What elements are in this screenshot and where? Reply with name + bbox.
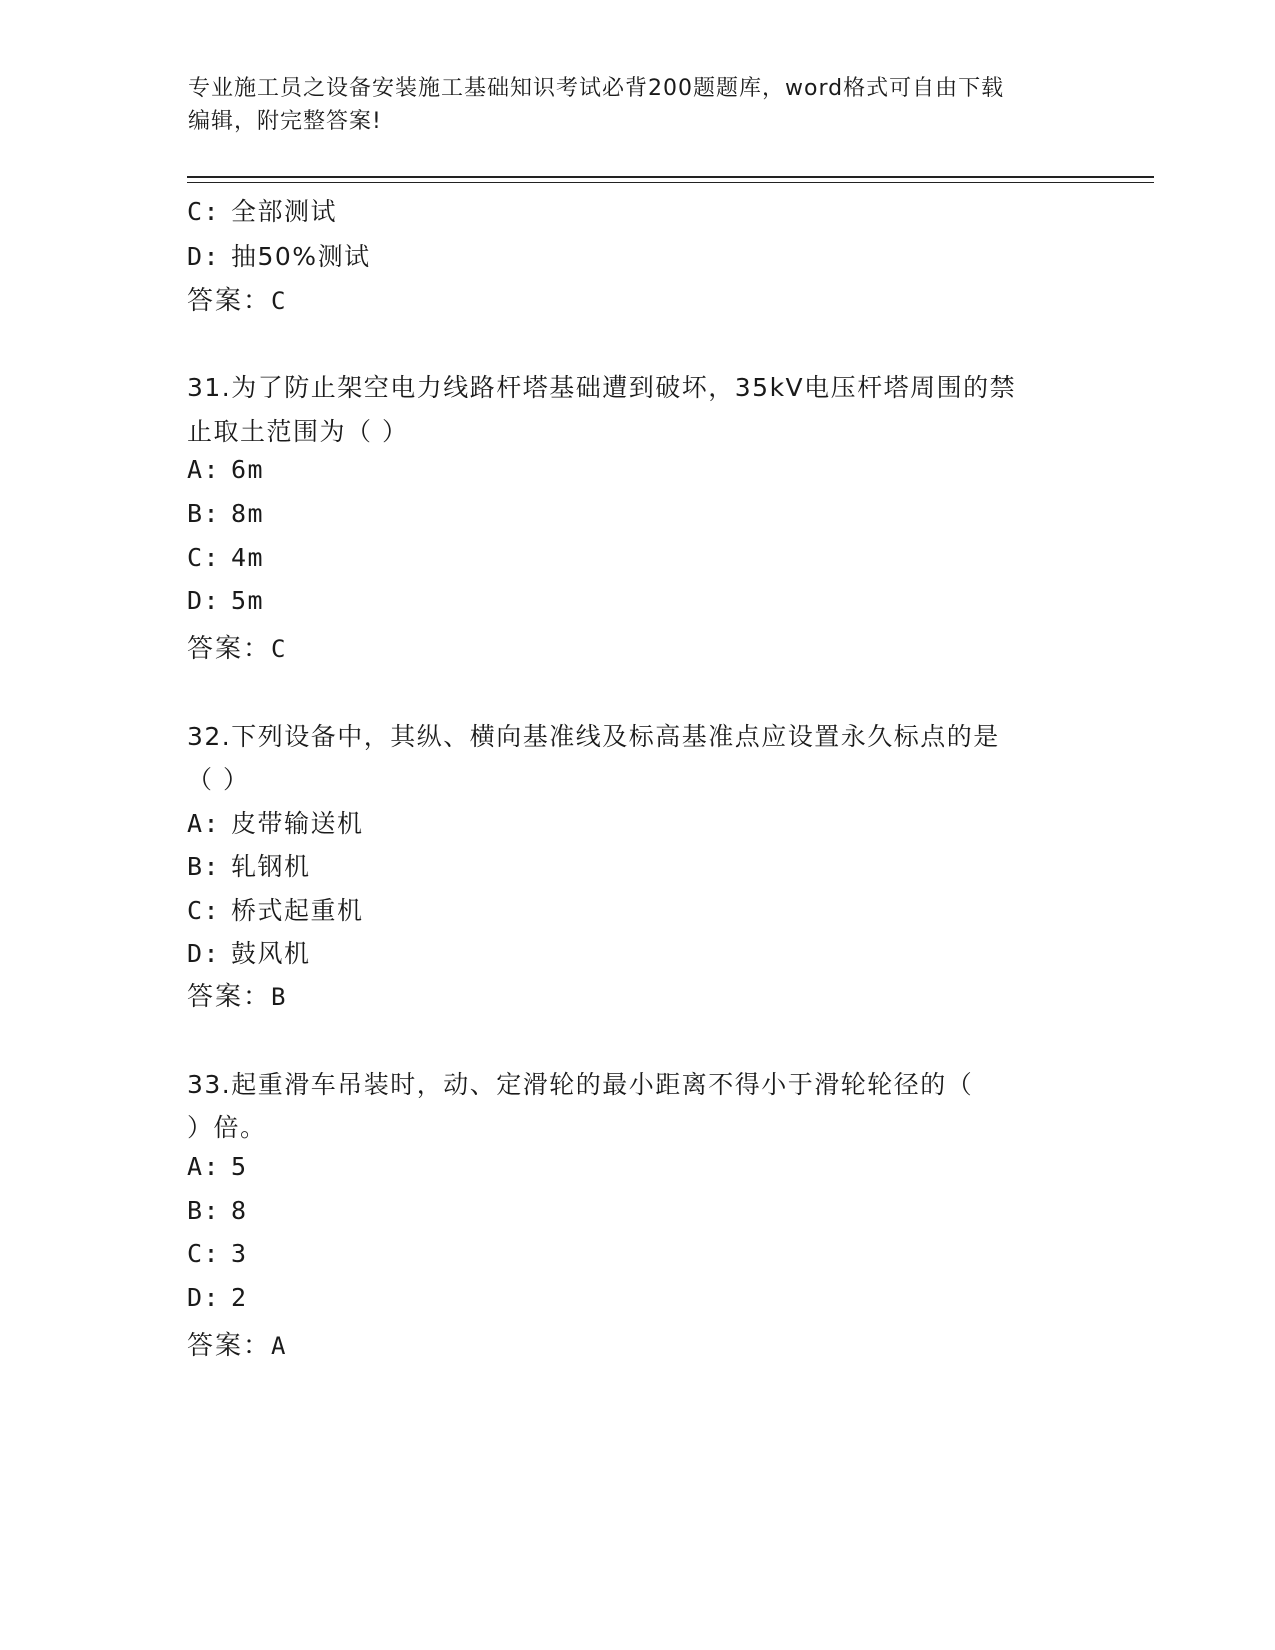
option-text: 鼓风机 [231,939,311,968]
header-line-1: 专业施工员之设备安装施工基础知识考试必背200题题库，word格式可自由下载 [188,76,1005,101]
option-label: B: [187,852,221,881]
option-text: 桥式起重机 [231,896,364,925]
option-text: 5m [231,586,265,615]
option-text: 5 [231,1152,248,1181]
option-label: C: [187,543,221,572]
question-stem-line: 33.起重滑车吊装时，动、定滑轮的最小距离不得小于滑轮轮径的（ [187,1070,974,1099]
header-divider-thin [187,182,1154,183]
option-b [187,499,264,528]
option-c [187,192,337,228]
option-label: A: [187,455,221,484]
option-c [187,543,264,572]
question-stem-line: （ ） [187,765,250,794]
option-d [187,237,371,273]
option-label: D: [187,939,221,968]
answer-label: 答案： [187,634,272,664]
option-text: 4m [231,543,265,572]
option-b [187,847,311,883]
option-text: 3 [231,1239,248,1268]
option-label: D: [187,242,221,271]
option-label: C: [187,197,221,226]
question-stem-line: 31.为了防止架空电力线路杆塔基础遭到破坏，35kV电压杆塔周围的禁 [187,373,1017,402]
option-text: 6m [231,455,265,484]
option-a [187,804,364,840]
option-label: D: [187,586,221,615]
question-stem-line: ）倍。 [187,1113,267,1142]
answer-line [187,976,285,1013]
option-label: D: [187,1283,221,1312]
option-label: A: [187,809,221,838]
option-text: 8 [231,1196,248,1225]
document-header [188,72,1088,138]
option-text: 皮带输送机 [231,809,364,838]
option-c [187,891,364,927]
option-label: C: [187,1239,221,1268]
option-d [187,1283,248,1312]
option-d [187,586,264,615]
answer-line [187,280,285,317]
option-text: 轧钢机 [231,852,311,881]
option-label: B: [187,499,221,528]
option-text: 抽50%测试 [231,242,371,271]
option-d [187,934,311,970]
question-stem-line: 32.下列设备中，其纵、横向基准线及标高基准点应设置永久标点的是 [187,722,1000,751]
option-text: 2 [231,1283,248,1312]
option-label: A: [187,1152,221,1181]
answer-line [187,1325,285,1362]
answer-label: 答案： [187,286,272,316]
header-line-2: 编辑，附完整答案! [188,109,382,134]
option-text: 8m [231,499,265,528]
header-divider-thick [187,176,1154,178]
answer-label: 答案： [187,1331,272,1361]
answer-line [187,628,285,665]
answer-label: 答案： [187,982,272,1012]
option-text: 全部测试 [231,197,338,226]
option-a [187,1152,248,1181]
answer-value: A [271,1332,286,1360]
answer-value: C [271,287,286,315]
option-c [187,1239,248,1268]
question-stem-line: 止取土范围为（ ） [187,417,409,446]
option-a [187,455,264,484]
answer-value: B [271,983,286,1011]
answer-value: C [271,635,286,663]
option-b [187,1196,248,1225]
option-label: B: [187,1196,221,1225]
option-label: C: [187,896,221,925]
